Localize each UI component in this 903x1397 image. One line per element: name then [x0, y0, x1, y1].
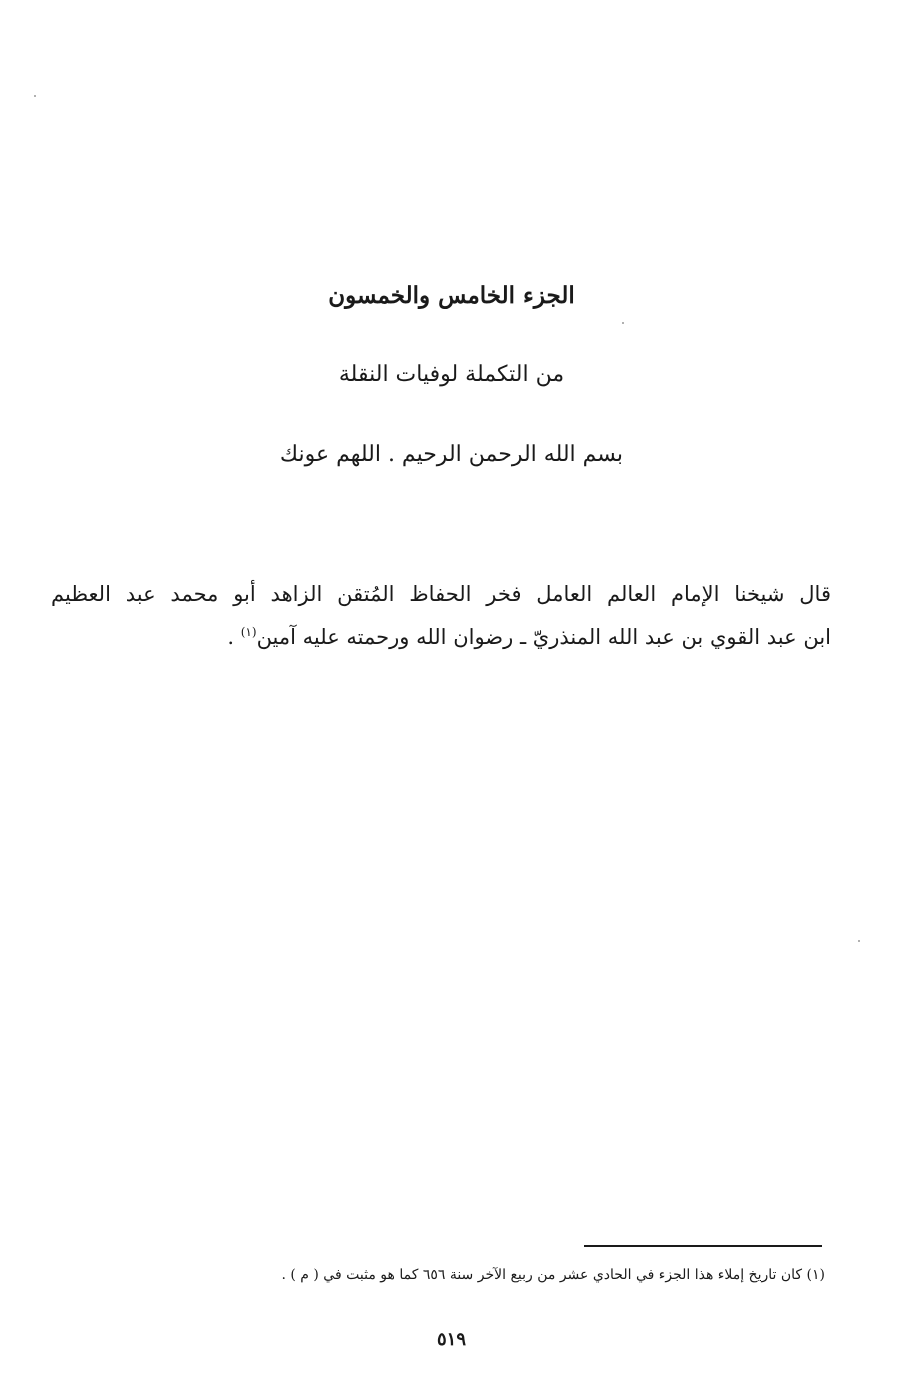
body-line-2-end: .	[227, 625, 241, 649]
body-line-2-text: ابن عبد القوي بن عبد الله المنذريّ ـ رضوان الله ورحمته عليه آمين	[256, 625, 831, 649]
body-line-2	[51, 625, 831, 649]
body-line-1: قال شيخنا الإمام العالم العامل فخر الحفاظ المُتقن الزاهد أبو محمد عبد العظيم	[51, 582, 831, 606]
page-number: ٥١٩	[436, 1329, 466, 1350]
footnote-text: (١) كان تاريخ إملاء هذا الجزء في الحادي عشر من ربيع الآخر سنة ٦٥٦ كما هو مثبت في ( م ) .	[281, 1267, 825, 1283]
scan-speck	[34, 95, 36, 97]
book-subtitle: من التكملة لوفيات النقلة	[338, 362, 565, 387]
footnote-divider	[584, 1245, 822, 1247]
scan-speck	[622, 322, 624, 324]
scan-speck	[858, 940, 860, 942]
footnote-marker: (١)	[240, 625, 257, 639]
basmala-line: بسم الله الرحمن الرحيم . اللهم عونك	[279, 442, 624, 467]
section-title: الجزء الخامس والخمسون	[328, 282, 575, 309]
